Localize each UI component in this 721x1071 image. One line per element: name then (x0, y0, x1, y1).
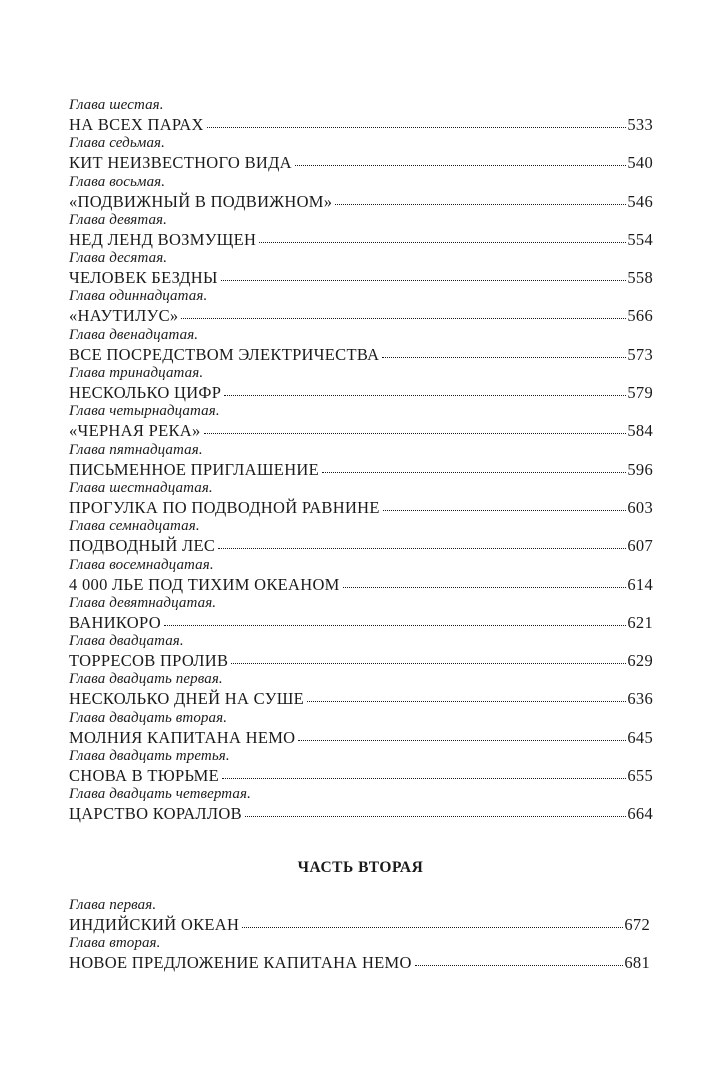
toc-line[interactable] (69, 343, 653, 366)
chapter-title: «ПОДВИЖНЫЙ В ПОДВИЖНОМ» (69, 191, 333, 211)
dot-leader (242, 927, 623, 928)
toc-line[interactable] (69, 458, 653, 481)
dot-leader (222, 778, 626, 779)
toc-line[interactable] (69, 913, 650, 936)
chapter-title: ПРОГУЛКА ПО ПОДВОДНОЙ РАВНИНЕ (69, 497, 380, 517)
page-number: 681 (624, 953, 650, 973)
toc-entry (69, 443, 653, 481)
dot-leader (204, 433, 627, 434)
toc-line[interactable] (69, 151, 653, 174)
dot-leader (307, 701, 626, 702)
chapter-number: Глава восьмая. (69, 173, 166, 190)
part-two-heading: ЧАСТЬ ВТОРАЯ (297, 859, 424, 876)
toc-line[interactable] (69, 228, 653, 251)
toc-entry (69, 404, 653, 442)
chapter-number: Глава вторая. (69, 935, 161, 952)
dot-leader (298, 740, 626, 741)
chapter-number: Глава шестнадцатая. (69, 479, 213, 496)
chapter-title: НЕД ЛЕНД ВОЗМУЩЕН (69, 229, 257, 249)
page-number: 566 (627, 306, 653, 326)
chapter-title: НОВОЕ ПРЕДЛОЖЕНИЕ КАПИТАНА НЕМО (69, 953, 412, 973)
page-number: 672 (624, 915, 650, 934)
dot-leader (295, 165, 626, 166)
page-number: 573 (627, 344, 653, 364)
toc-part-one (69, 98, 653, 826)
chapter-title: «ЧЕРНАЯ РЕКА» (69, 421, 201, 441)
toc-entry (69, 749, 653, 787)
chapter-title: «НАУТИЛУС» (69, 306, 179, 326)
toc-line[interactable] (69, 611, 653, 634)
toc-line[interactable] (69, 419, 653, 442)
page-number: 584 (627, 421, 653, 441)
chapter-number: Глава семнадцатая. (69, 518, 200, 535)
toc-entry (69, 366, 653, 404)
page-number: 614 (627, 574, 653, 594)
toc-line[interactable] (69, 190, 653, 213)
page-number: 579 (627, 383, 653, 403)
page-number: 645 (627, 727, 653, 747)
chapter-title: ВАНИКОРО (69, 612, 161, 632)
toc-line[interactable] (69, 304, 653, 327)
toc-line[interactable] (69, 802, 653, 825)
chapter-number: Глава девятнадцатая. (69, 594, 217, 611)
dot-leader (221, 280, 627, 281)
toc-entry (69, 787, 653, 825)
chapter-title: МОЛНИЯ КАПИТАНА НЕМО (69, 727, 296, 747)
toc-line[interactable] (69, 573, 653, 596)
page-number: 558 (627, 268, 653, 288)
toc-line[interactable] (69, 687, 653, 710)
chapter-title: ТОРРЕСОВ ПРОЛИВ (69, 651, 229, 671)
toc-line[interactable] (69, 649, 653, 672)
toc-line[interactable] (69, 726, 653, 749)
page-number: 621 (627, 612, 653, 632)
toc-entry (69, 936, 653, 974)
chapter-number: Глава четырнадцатая. (69, 403, 220, 420)
page-number: 596 (627, 459, 653, 479)
chapter-number: Глава двадцать четвертая. (69, 786, 251, 803)
page-number: 629 (627, 651, 653, 671)
dot-leader (207, 127, 627, 128)
chapter-number: Глава шестая. (69, 97, 164, 113)
chapter-title: ИНДИЙСКИЙ ОКЕАН (69, 915, 240, 934)
dot-leader (343, 587, 627, 588)
chapter-title: НА ВСЕХ ПАРАХ (69, 115, 204, 134)
toc-entry (69, 519, 653, 557)
page-number: 554 (627, 229, 653, 249)
dot-leader (335, 204, 626, 205)
page-number: 655 (627, 766, 653, 786)
dot-leader (322, 472, 626, 473)
chapter-title: НЕСКОЛЬКО ЦИФР (69, 383, 222, 403)
page-number: 636 (627, 689, 653, 709)
chapter-title: ВСЕ ПОСРЕДСТВОМ ЭЛЕКТРИЧЕСТВА (69, 344, 380, 364)
toc-entry (69, 481, 653, 519)
toc-entry (69, 898, 653, 936)
chapter-title: ПОДВОДНЫЙ ЛЕС (69, 536, 216, 556)
toc-entry (69, 289, 653, 327)
toc-entry (69, 711, 653, 749)
dot-leader (218, 548, 626, 549)
chapter-number: Глава первая. (69, 897, 157, 913)
toc-entry (69, 251, 653, 289)
toc-entry (69, 634, 653, 672)
chapter-number: Глава десятая. (69, 250, 168, 267)
dot-leader (224, 395, 626, 396)
dot-leader (259, 242, 626, 243)
dot-leader (415, 965, 624, 966)
chapter-title: 4 000 ЛЬЕ ПОД ТИХИМ ОКЕАНОМ (69, 574, 340, 594)
chapter-number: Глава двадцать третья. (69, 748, 230, 765)
chapter-number: Глава двадцать первая. (69, 671, 223, 688)
chapter-title: ЧЕЛОВЕК БЕЗДНЫ (69, 268, 218, 288)
dot-leader (383, 510, 627, 511)
page-number: 664 (627, 804, 653, 824)
chapter-number: Глава двенадцатая. (69, 326, 199, 343)
toc-entry (69, 672, 653, 710)
page-number: 607 (627, 536, 653, 556)
dot-leader (164, 625, 626, 626)
toc-line[interactable] (69, 381, 653, 404)
chapter-title: ЦАРСТВО КОРАЛЛОВ (69, 804, 242, 824)
chapter-title: КИТ НЕИЗВЕСТНОГО ВИДА (69, 153, 292, 173)
toc-line[interactable] (69, 266, 653, 289)
chapter-title: СНОВА В ТЮРЬМЕ (69, 766, 219, 786)
toc-entry (69, 328, 653, 366)
chapter-number: Глава одиннадцатая. (69, 288, 208, 305)
toc-line[interactable] (69, 113, 653, 136)
chapter-number: Глава девятая. (69, 211, 167, 228)
dot-leader (382, 357, 626, 358)
chapter-title: ПИСЬМЕННОЕ ПРИГЛАШЕНИЕ (69, 459, 319, 479)
chapter-title: НЕСКОЛЬКО ДНЕЙ НА СУШЕ (69, 689, 305, 709)
chapter-number: Глава двадцатая. (69, 633, 184, 650)
page-number: 540 (627, 153, 653, 173)
toc-line[interactable] (69, 764, 653, 787)
chapter-number: Глава седьмая. (69, 135, 165, 152)
dot-leader (181, 318, 626, 319)
toc-entry (69, 175, 653, 213)
chapter-number: Глава тринадцатая. (69, 365, 204, 382)
toc-entry (69, 98, 653, 136)
chapter-number: Глава пятнадцатая. (69, 441, 203, 458)
chapter-number: Глава восемнадцатая. (69, 556, 214, 573)
toc-line[interactable] (69, 951, 650, 974)
toc-entry (69, 596, 653, 634)
page-number: 603 (627, 497, 653, 517)
toc-part-two (69, 898, 653, 975)
chapter-number: Глава двадцать вторая. (69, 709, 228, 726)
dot-leader (231, 663, 626, 664)
toc-line[interactable] (69, 534, 653, 557)
page-number: 546 (627, 191, 653, 211)
toc-entry (69, 136, 653, 174)
toc-entry (69, 558, 653, 596)
page-number: 533 (627, 115, 653, 134)
dot-leader (245, 816, 626, 817)
toc-entry (69, 213, 653, 251)
toc-line[interactable] (69, 496, 653, 519)
